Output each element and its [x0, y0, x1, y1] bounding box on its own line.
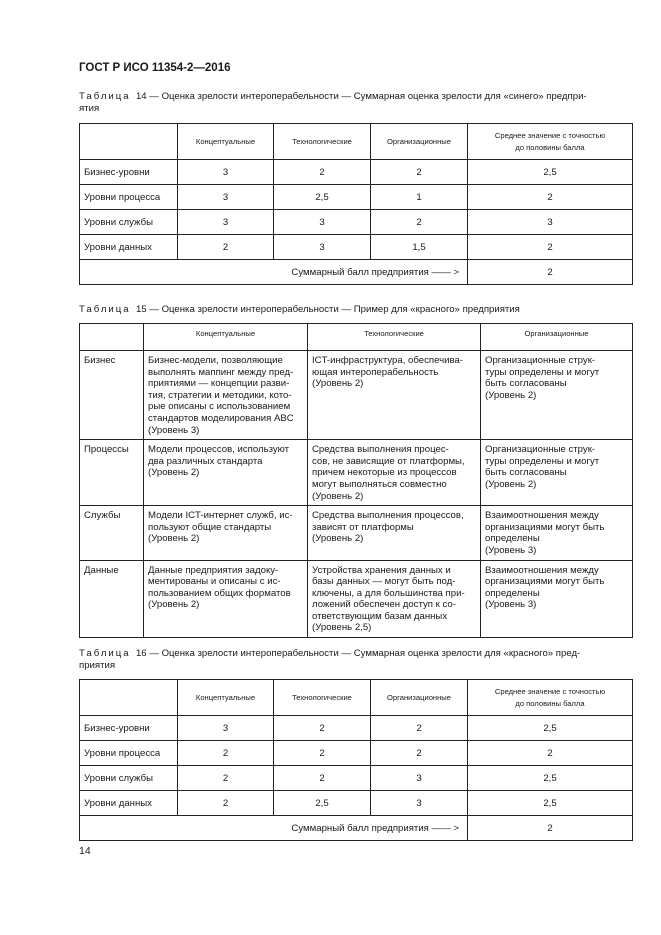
table-row	[80, 210, 633, 235]
table-cell: 3	[274, 210, 371, 235]
table-cell: 3	[371, 791, 468, 816]
table-cell: 1	[371, 185, 468, 210]
table-cell: 2	[371, 210, 468, 235]
table-cell: 3	[178, 210, 274, 235]
table-row	[80, 351, 633, 440]
table-row	[80, 791, 633, 816]
column-header: Организационные	[371, 680, 468, 716]
table-cell: 2	[274, 160, 371, 185]
table-cell: Данные предприятия задоку- ментированы и описаны с ис- пользованием общих форматов (Уровень 2)	[144, 560, 308, 638]
column-header: Организационные	[481, 324, 633, 351]
table-row	[80, 160, 633, 185]
row-label: Уровни данных	[80, 791, 178, 816]
column-header	[80, 324, 144, 351]
column-header: Организационные	[371, 124, 468, 160]
table-cell: 2	[371, 741, 468, 766]
table-cell: Средства выполнения процессов, зависят от платформы (Уровень 2)	[308, 506, 481, 560]
table-14	[79, 123, 633, 285]
row-label: Процессы	[80, 440, 144, 506]
caption-text: 16 — Оценка зрелости интероперабельности — Суммарная оценка зрелости для «красного» пред- приятия	[79, 648, 581, 671]
table-cell: 2	[178, 741, 274, 766]
table-row	[80, 440, 633, 506]
table-cell: 2	[178, 766, 274, 791]
table-cell: Взаимоотношения между организациями могут быть определены (Уровень 3)	[481, 506, 633, 560]
table-cell: 2	[178, 791, 274, 816]
table-row	[80, 716, 633, 741]
column-header: Технологические	[274, 680, 371, 716]
page-number: 14	[79, 845, 91, 857]
table-cell: 2,5	[468, 160, 633, 185]
table-row	[80, 185, 633, 210]
table-cell: 2	[468, 235, 633, 260]
table-row	[80, 235, 633, 260]
column-header: Технологические	[274, 124, 371, 160]
header-row	[80, 324, 633, 351]
column-header: Концептуальные	[178, 680, 274, 716]
table-label: Таблица	[79, 91, 131, 102]
table-cell: 2,5	[274, 791, 371, 816]
table-cell: Бизнес-модели, позволяющие выполнять маппинг между пред- приятиями — концепции разви- тия, стратегии и методики, кото- рые описаны с использованием стандартов моделирования ABC (Уровень 3)	[144, 351, 308, 440]
caption-text: 15 — Оценка зрелости интероперабельности — Пример для «красного» предприятия	[135, 304, 520, 315]
table-cell: Средства выполнения процес- сов, не зависящие от платформы, причем некоторые из процессов могут выполняться совместно (Уровень 2)	[308, 440, 481, 506]
total-value: 2	[468, 816, 633, 841]
row-label: Уровни службы	[80, 766, 178, 791]
column-header: Среднее значение с точностью до половины балла	[468, 680, 633, 716]
table-cell: 2,5	[468, 716, 633, 741]
table-row	[80, 506, 633, 560]
table-cell: Устройства хранения данных и базы данных — могут быть под- ключены, а для большинства при- ложений обеспечен доступ к со- ответствующим базам данных (Уровень 2,5)	[308, 560, 481, 638]
table-row	[80, 741, 633, 766]
row-label: Уровни данных	[80, 235, 178, 260]
table-label: Таблица	[79, 648, 131, 659]
total-row	[80, 816, 633, 841]
table-cell: Взаимоотношения между организациями могут быть определены (Уровень 3)	[481, 560, 633, 638]
row-label: Данные	[80, 560, 144, 638]
total-label: Суммарный балл предприятия —— >	[80, 816, 468, 841]
column-header: Концептуальные	[144, 324, 308, 351]
column-header: Концептуальные	[178, 124, 274, 160]
column-header	[80, 124, 178, 160]
table-cell: 3	[468, 210, 633, 235]
table-cell: 2	[371, 160, 468, 185]
column-header	[80, 680, 178, 716]
table-14-caption	[79, 91, 632, 115]
header-row	[80, 124, 633, 160]
total-row	[80, 260, 633, 285]
row-label: Уровни процесса	[80, 741, 178, 766]
table-cell: Организационные струк- туры определены и могут быть согласованы (Уровень 2)	[481, 351, 633, 440]
table-cell: 3	[274, 235, 371, 260]
table-cell: Модели процессов, используют два различных стандарта (Уровень 2)	[144, 440, 308, 506]
column-header: Среднее значение с точностью до половины балла	[468, 124, 633, 160]
table-cell: 2	[468, 741, 633, 766]
document-header: ГОСТ Р ИСО 11354-2—2016	[79, 62, 231, 74]
table-cell: 2,5	[468, 766, 633, 791]
row-label: Бизнес	[80, 351, 144, 440]
table-cell: 3	[371, 766, 468, 791]
row-label: Бизнес-уровни	[80, 716, 178, 741]
table-cell: 2	[178, 235, 274, 260]
table-cell: 2	[274, 766, 371, 791]
table-cell: 2,5	[468, 791, 633, 816]
table-cell: 1,5	[371, 235, 468, 260]
row-label: Уровни службы	[80, 210, 178, 235]
table-16	[79, 679, 633, 841]
table-cell: 2	[274, 741, 371, 766]
table-cell: 3	[178, 716, 274, 741]
table-cell: 2,5	[274, 185, 371, 210]
table-cell: 2	[371, 716, 468, 741]
table-15	[79, 323, 633, 638]
table-row	[80, 766, 633, 791]
table-row	[80, 560, 633, 638]
table-label: Таблица	[79, 304, 131, 315]
table-16-caption	[79, 648, 632, 672]
table-cell: Модели ICT-интернет служб, ис- пользуют общие стандарты (Уровень 2)	[144, 506, 308, 560]
row-label: Службы	[80, 506, 144, 560]
table-cell: 2	[468, 185, 633, 210]
caption-text: 14 — Оценка зрелости интероперабельности — Суммарная оценка зрелости для «синего» предпри- ятия	[79, 91, 587, 114]
header-row	[80, 680, 633, 716]
table-cell: 3	[178, 160, 274, 185]
row-label: Уровни процесса	[80, 185, 178, 210]
total-value: 2	[468, 260, 633, 285]
table-cell: Организационные струк- туры определены и могут быть согласованы (Уровень 2)	[481, 440, 633, 506]
column-header: Технологические	[308, 324, 481, 351]
table-cell: 2	[274, 716, 371, 741]
table-cell: ICT-инфраструктура, обеспечива- ющая интероперабельность (Уровень 2)	[308, 351, 481, 440]
table-15-caption	[79, 304, 632, 316]
row-label: Бизнес-уровни	[80, 160, 178, 185]
table-cell: 3	[178, 185, 274, 210]
total-label: Суммарный балл предприятия —— >	[80, 260, 468, 285]
